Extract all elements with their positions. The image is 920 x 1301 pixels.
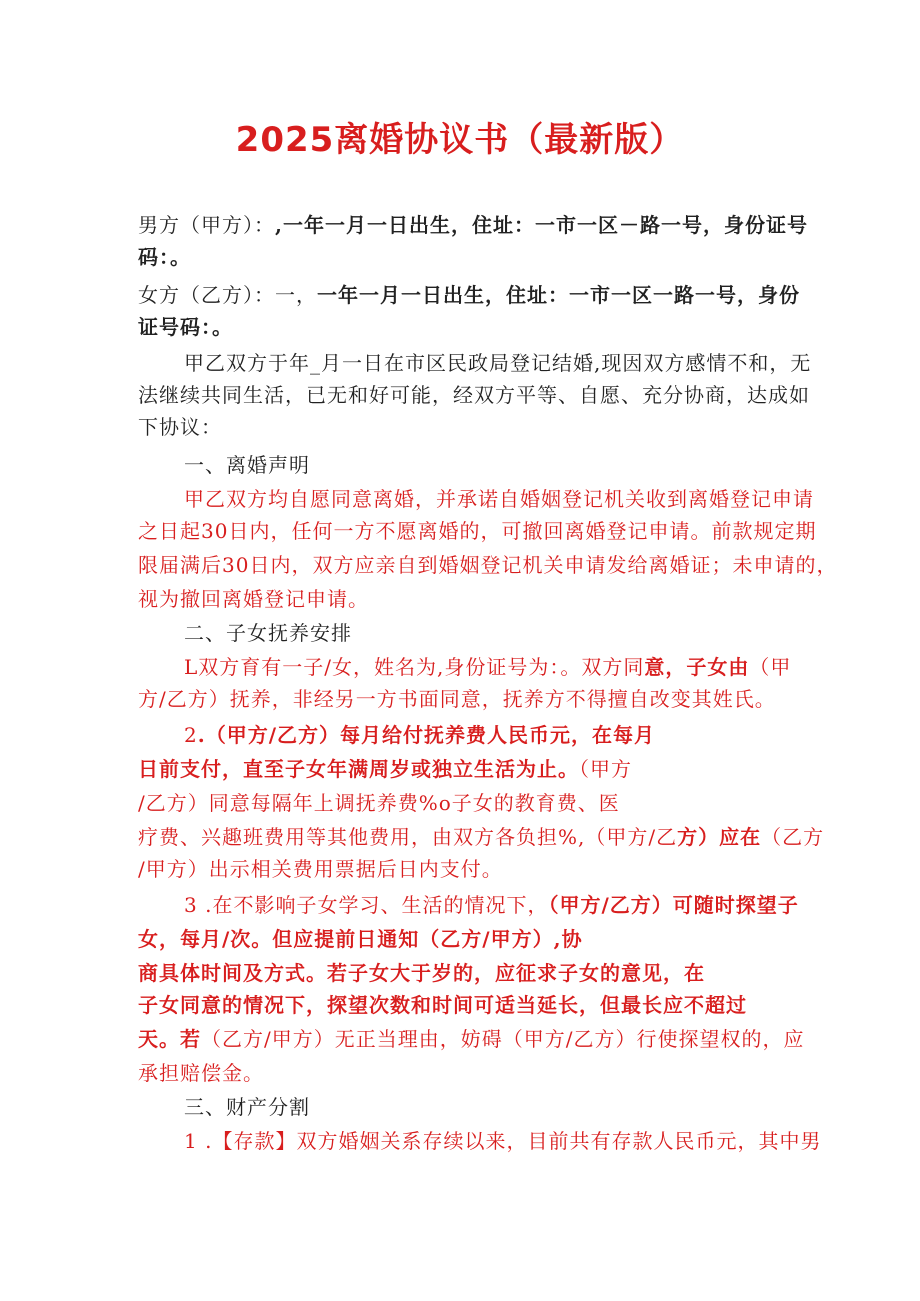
party-a-line-1 [138, 210, 808, 240]
sec2-heading: 二、子女抚养安排 [184, 621, 352, 645]
sec2-p2-bold: .（甲方/乙方）每月给付抚养费人民币元，在每月 [197, 723, 656, 747]
party-b-line-1 [138, 280, 800, 310]
sec2-p2-line-3: /乙方）同意每隔年上调抚养费%o子女的教育费、医 [138, 791, 620, 815]
sec1-line-3: 限届满后30日内，双方应亲自到婚姻登记机关申请发给离婚证；未申请的， [138, 553, 838, 577]
sec2-p3-text: 3 .在不影响子女学习、生活的情况下， [184, 893, 549, 917]
party-a-label: 男方（甲方）： [138, 213, 275, 237]
intro-line-1: 甲乙双方于年_月一日在市区民政局登记结婚,现因双方感情不和，无 [184, 351, 812, 375]
party-b-label: 女方（乙方）：一， [138, 283, 317, 307]
sec1-line-1: 甲乙双方均自愿同意离婚，并承诺自婚姻登记机关收到离婚登记申请 [184, 487, 814, 511]
intro-line-2: 法继续共同生活，已无和好可能，经双方平等、自愿、充分协商，达成如 [138, 383, 810, 407]
document-title: 2025离婚协议书（最新版） [235, 120, 685, 160]
sec2-p2-line-1 [184, 720, 655, 750]
sec2-p2-line-4 [138, 822, 824, 852]
party-a-line-2: 码：。 [138, 245, 191, 269]
intro-line-3: 下协议： [138, 415, 222, 439]
sec2-p3-line-2: 女，每月/次。但应提前日通知（乙方/甲方）,协 [138, 927, 583, 951]
sec2-p2-tail-4: （乙方 [761, 825, 825, 849]
sec2-p2-number: 2 [184, 723, 198, 747]
sec2-p3-line-3: 商具体时间及方式。若子女大于岁的，应征求子女的意见，在 [138, 961, 705, 985]
sec2-p2-bold-2: 日前支付，直至子女年满周岁或独立生活为止。 [138, 757, 579, 781]
sec2-p3-bold: （甲方/乙方）可随时探望子 [548, 893, 799, 917]
sec2-p2-tail: （甲方 [579, 757, 632, 781]
sec2-p3-line-5 [138, 1024, 804, 1054]
party-b-info: 一年一月一日出生，住址：一市一区一路一号，身份 [317, 283, 800, 307]
sec2-p2-bold-4: 方）应在 [677, 825, 762, 849]
party-a-info: ,一年一月一日出生，住址：一市一区－路一号，身份证号 [275, 213, 808, 237]
sec2-p1-bold: 意，子女由 [644, 655, 750, 679]
sec1-line-2: 之日起30日内，任何一方不愿离婚的，可撤回离婚登记申请。前款规定期 [138, 519, 817, 543]
sec1-line-4: 视为撤回离婚登记申请。 [138, 587, 369, 611]
party-b-line-2: 证号码：。 [138, 315, 233, 339]
sec2-p2-text-4: 疗费、兴趣班费用等其他费用，由双方各负担%,（甲方/乙 [138, 825, 678, 849]
sec2-p1-text: L双方育有一子/女，姓名为,身份证号为：。双方同 [184, 655, 645, 679]
sec2-p3-line-1 [184, 890, 799, 920]
sec2-p3-bold-5: 天。若 [138, 1027, 201, 1051]
sec2-p3-line-6: 承担赔偿金。 [138, 1061, 264, 1085]
sec2-p2-line-5: /甲方）出示相关费用票据后日内支付。 [138, 857, 503, 881]
sec2-p1-line-1 [184, 652, 791, 682]
sec2-p1-line-2: 方/乙方）抚养，非经另一方书面同意，抚养方不得擅自改变其姓氏。 [138, 687, 776, 711]
sec3-line-1: 1 .【存款】双方婚姻关系存续以来，目前共有存款人民币元，其中男 [184, 1129, 822, 1153]
sec2-p2-line-2 [138, 754, 632, 784]
sec1-heading: 一、离婚声明 [184, 453, 310, 477]
sec2-p3-text-5: （乙方/甲方）无正当理由，妨碍（甲方/乙方）行使探望权的，应 [201, 1027, 805, 1051]
sec2-p1-tail: （甲 [749, 655, 792, 679]
sec3-heading: 三、财产分割 [184, 1095, 310, 1119]
sec2-p3-line-4: 子女同意的情况下，探望次数和时间可适当延长，但最长应不超过 [138, 993, 747, 1017]
